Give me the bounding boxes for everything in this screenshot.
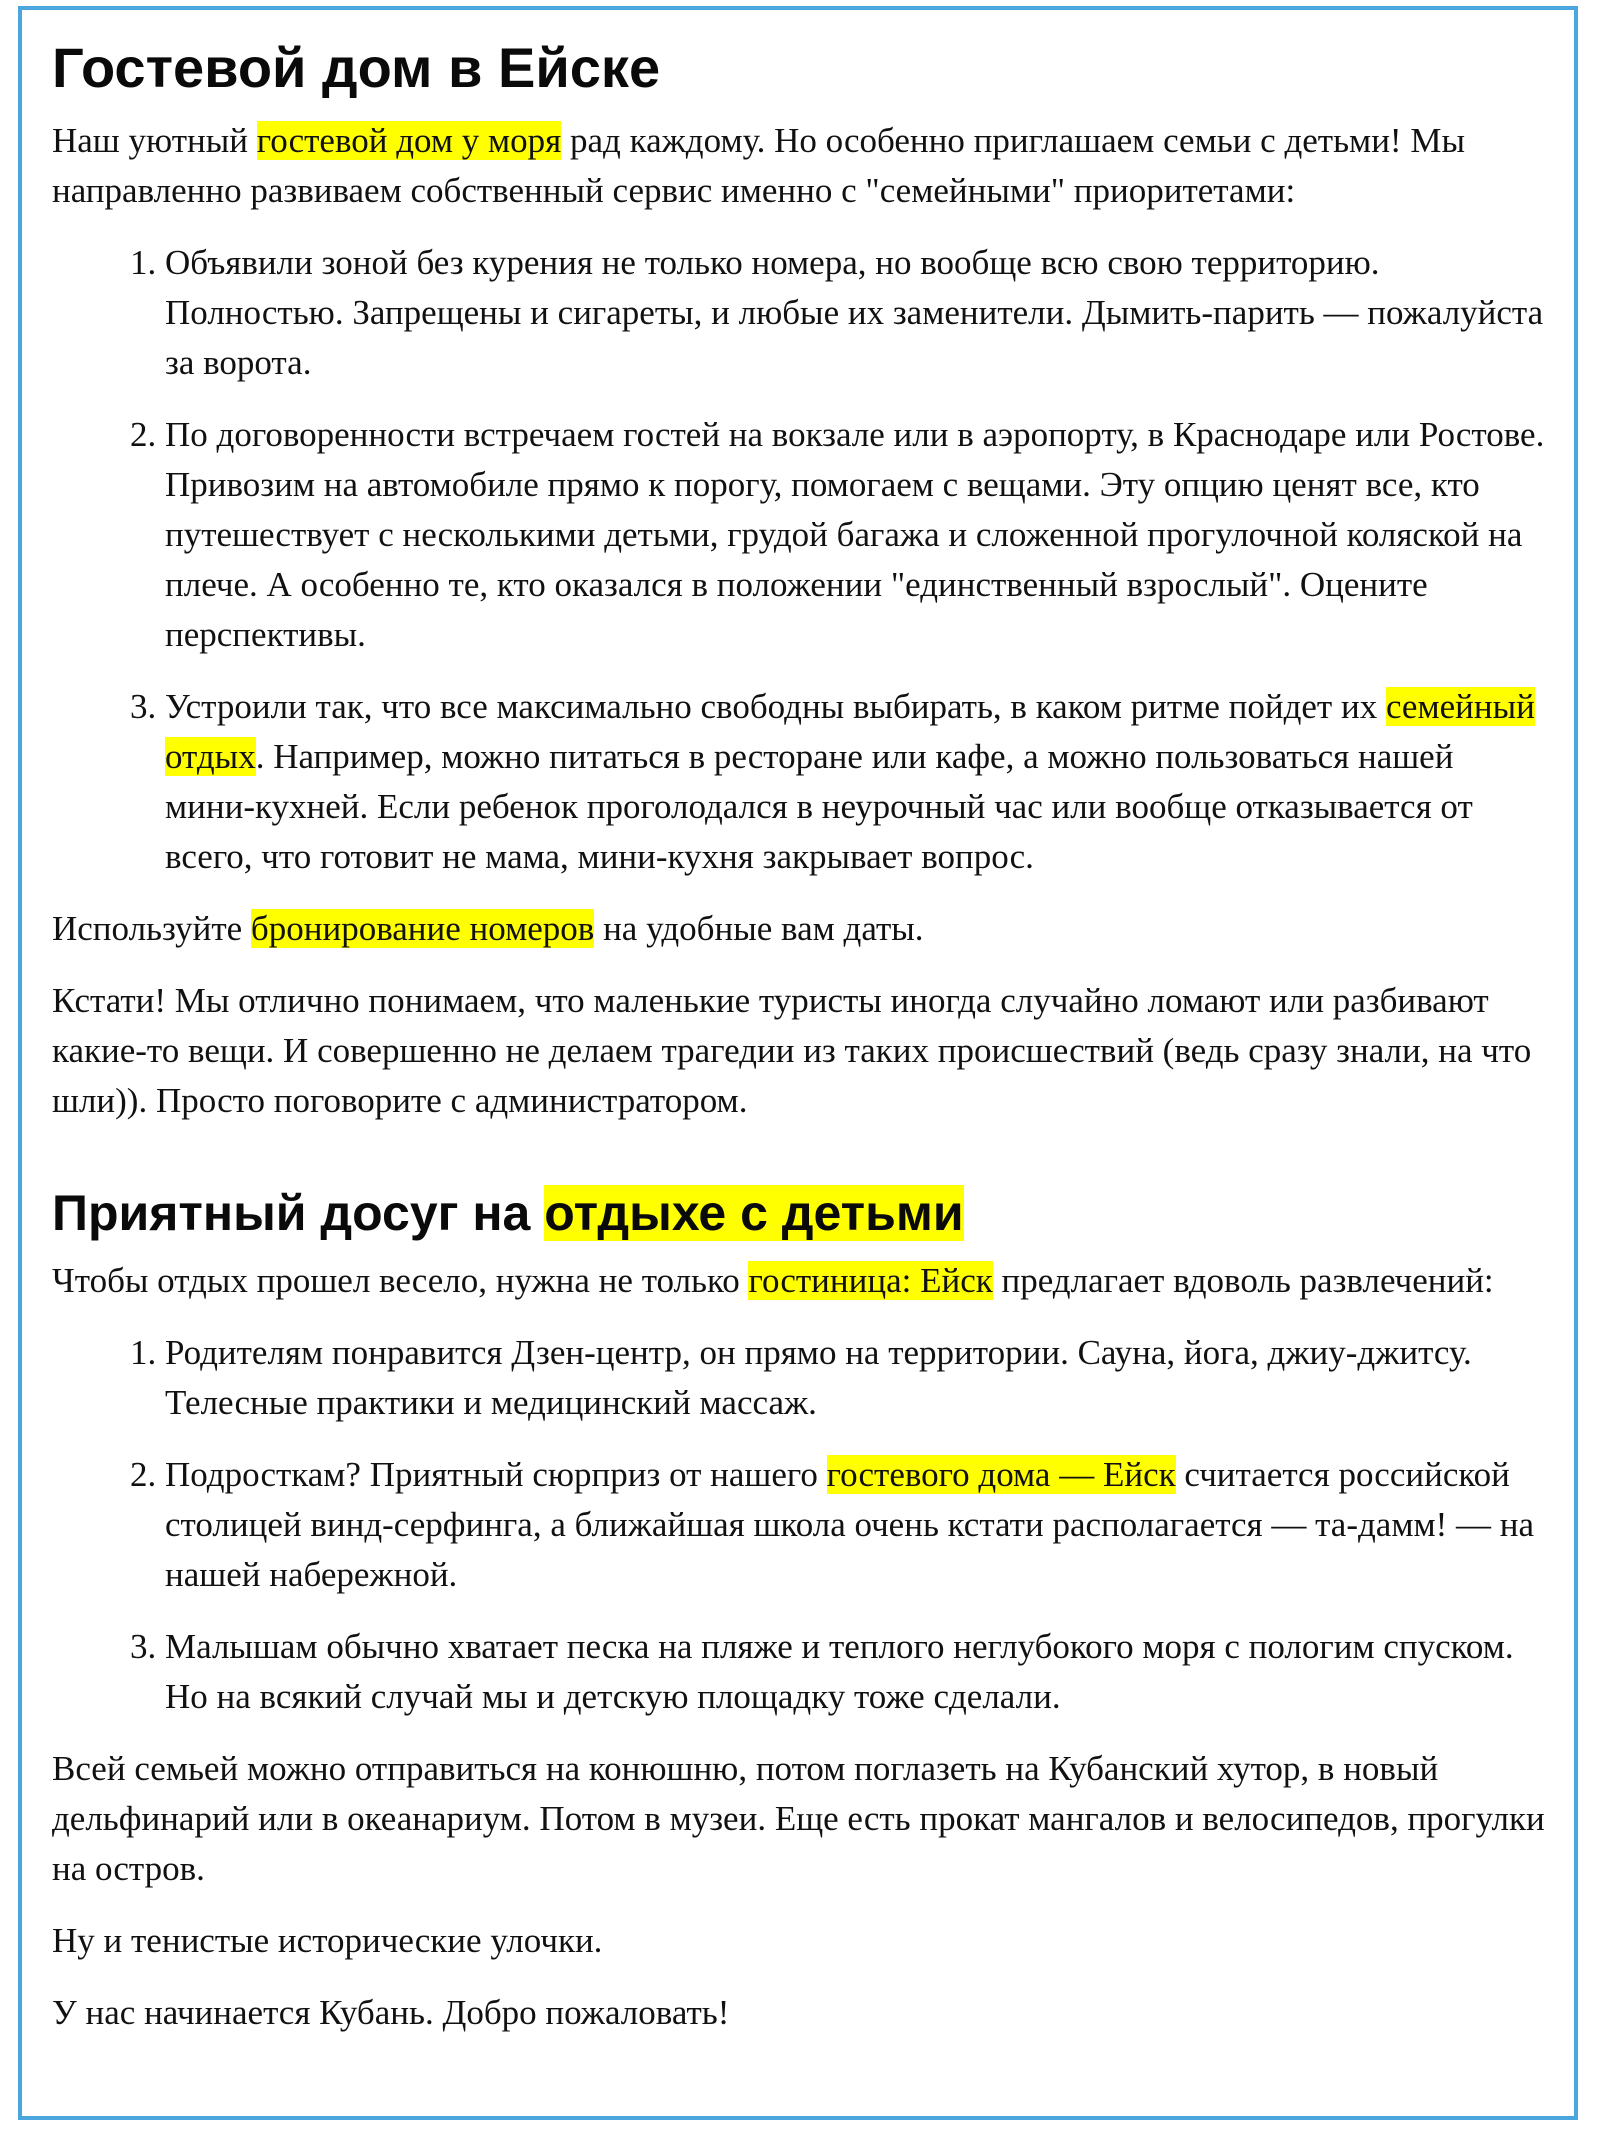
section2-title — [52, 1176, 1546, 1250]
highlight-guesthouse-yeysk: гостевого дома — Ейск — [826, 1455, 1176, 1494]
highlight-room-booking: бронирование номеров — [250, 909, 595, 948]
item-text-before: Подросткам? Приятный сюрприз от нашего — [165, 1455, 827, 1494]
section2-item-3 — [165, 1622, 1546, 1722]
section1-item-1 — [165, 238, 1546, 388]
note-paragraph: Кстати! Мы отлично понимаем, что маленькие туристы иногда случайно ломают или разбивают какие-то вещи. И совершенно не делаем трагедии из таких происшествий (ведь сразу знали, на что шли)). Просто поговорите с администратором. — [52, 981, 1532, 1120]
article-frame — [18, 6, 1578, 2120]
section1-list — [52, 238, 1546, 882]
section1-item-2 — [165, 410, 1546, 660]
section2-item-1 — [165, 1328, 1546, 1428]
section1-item-3 — [165, 682, 1546, 882]
item-text: Родителям понравится Дзен-центр, он прямо на территории. Сауна, йога, джиу-джитсу. Телесные практики и медицинский массаж. — [165, 1333, 1472, 1422]
section1-title: Гостевой дом в Ейске — [52, 36, 661, 99]
streets-paragraph: Ну и тенистые исторические улочки. — [52, 1921, 603, 1960]
intro-text-after: предлагает вдоволь развлечений: — [992, 1261, 1494, 1300]
intro-text-before: Наш уютный — [52, 121, 257, 160]
booking-text-after: на удобные вам даты. — [594, 909, 924, 948]
welcome-paragraph: У нас начинается Кубань. Добро пожаловать! — [52, 1993, 730, 2032]
highlight-hotel-yeysk: гостиница: Ейск — [748, 1261, 993, 1300]
item-text: Объявили зоной без курения не только номера, но вообще всю свою территорию. Полностью. Запрещены и сигареты, и любые их заменители. Дымить-парить — пожалуйста за ворота. — [165, 243, 1544, 382]
item-text: Малышам обычно хватает песка на пляже и теплого неглубокого моря с пологим спуском. Но на всякий случай мы и детскую площадку тоже сделали. — [165, 1627, 1514, 1716]
item-text-after: считается российской столицей винд-серфинга, а ближайшая школа очень кстати располагается — та-дамм! — на нашей набережной. — [165, 1455, 1535, 1594]
item-text-after: . Например, можно питаться в ресторане или кафе, а можно пользоваться нашей мини-кухней. Если ребенок проголодался в неурочный час или вообще отказывается от всего, что готовит не мама, мини-кухня закрывает вопрос. — [165, 737, 1473, 876]
item-text-before: Устроили так, что все максимально свободны выбирать, в каком ритме пойдет их — [165, 687, 1386, 726]
section2-intro — [52, 1256, 1546, 1306]
booking-text-before: Используйте — [52, 909, 251, 948]
intro-text-before: Чтобы отдых прошел весело, нужна не только — [52, 1261, 749, 1300]
section2-list — [52, 1328, 1546, 1722]
family-paragraph: Всей семьей можно отправиться на конюшню, потом поглазеть на Кубанский хутор, в новый дельфинарий или в океанариум. Потом в музеи. Еще есть прокат мангалов и велосипедов, прогулки на остров. — [52, 1749, 1545, 1888]
highlight-vacation-with-kids: отдыхе с детьми — [544, 1185, 964, 1241]
section2-item-2 — [165, 1450, 1546, 1600]
section2-title-before: Приятный досуг на — [52, 1185, 545, 1241]
highlight-family-vacation: семейный отдых — [165, 687, 1535, 776]
section1-intro — [52, 116, 1546, 216]
booking-paragraph — [52, 904, 1546, 954]
intro-text-after: рад каждому. Но особенно приглашаем семьи с детьми! Мы направленно развиваем собственный сервис именно с "семейными" приоритетами: — [52, 121, 1465, 210]
item-text: По договоренности встречаем гостей на вокзале или в аэропорту, в Краснодаре или Ростове. Привозим на автомобиле прямо к порогу, помогаем с вещами. Эту опцию ценят все, кто путешествует с несколькими детьми, грудой багажа и сложенной прогулочной коляской на плече. А особенно те, кто оказался в положении "единственный взрослый". Оцените перспективы. — [165, 415, 1545, 654]
highlight-guesthouse-by-sea: гостевой дом у моря — [256, 121, 562, 160]
